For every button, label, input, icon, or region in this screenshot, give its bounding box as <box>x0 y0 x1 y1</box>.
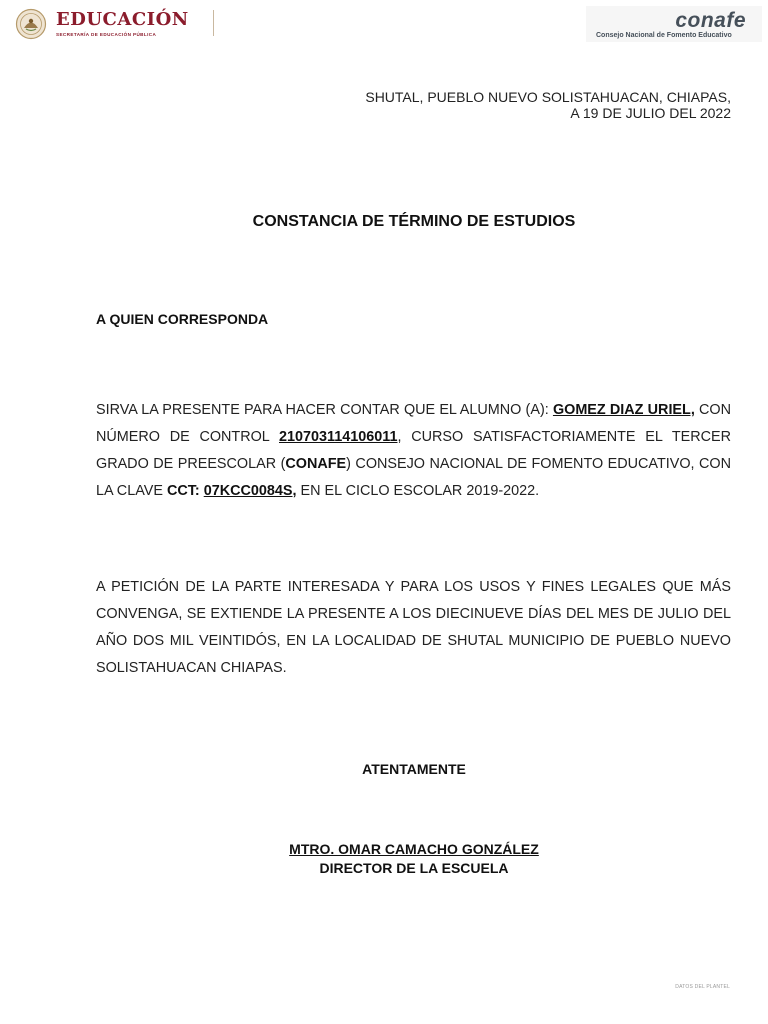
national-emblem-icon <box>12 8 50 40</box>
para1-text-2: CON NÚMERO DE CONTROL <box>96 402 731 445</box>
para1-text-6: EN EL CICLO ESCOLAR 2019-2022. <box>296 483 540 499</box>
conafe-logo <box>586 6 762 42</box>
signature-block <box>0 840 768 878</box>
document-title: CONSTANCIA DE TÉRMINO DE ESTUDIOS <box>252 213 576 230</box>
conafe-subtitle: Consejo Nacional de Fomento Educativo <box>596 32 732 39</box>
place-date <box>365 89 731 121</box>
closing: ATENTAMENTE <box>362 761 466 777</box>
para1-text-4: ) CONSEJO NACIONAL DE FOMENTO EDUCATIVO, CON LA CLAVE <box>96 456 732 499</box>
footer-note: DATOS DEL PLANTEL <box>675 984 730 990</box>
student-name: GOMEZ DIAZ URIEL, <box>552 402 695 418</box>
letterhead <box>0 0 768 48</box>
addressee: A QUIEN CORRESPONDA <box>96 311 269 327</box>
date-line: A 19 DE JULIO DEL 2022 <box>570 105 731 121</box>
header-divider <box>213 10 214 36</box>
para1-text-1: SIRVA LA PRESENTE PARA HACER CONTAR QUE EL ALUMNO (A): <box>96 402 553 418</box>
conafe-acronym: CONAFE <box>285 456 347 472</box>
signer-role: DIRECTOR DE LA ESCUELA <box>319 860 509 876</box>
para1-text-3: , CURSO SATISFACTORIAMENTE EL TERCER GRADO DE PREESCOLAR ( <box>96 429 731 472</box>
sep-subtitle: SECRETARÍA DE EDUCACIÓN PÚBLICA <box>56 32 157 37</box>
signer-name: MTRO. OMAR CAMACHO GONZÁLEZ <box>289 841 539 857</box>
conafe-wordmark: conafe <box>675 9 746 32</box>
sep-wordmark <box>56 11 189 37</box>
certification-paragraph <box>96 397 731 505</box>
cct-value: 07KCC0084S, <box>203 483 297 499</box>
sep-title: EDUCACIÓN <box>56 9 189 30</box>
petition-paragraph: A PETICIÓN DE LA PARTE INTERESADA Y PARA LOS USOS Y FINES LEGALES QUE MÁS CONVENGA, SE EXTIENDE LA PRESENTE A LOS DIECINUEVE DÍAS DEL MES DE JULIO DEL AÑO DOS MIL VEINTIDÓS, EN LA LOCALIDAD DE SHUTAL MUNICIPIO DE PUEBLO NUEVO SOLISTAHUACAN CHIAPAS. <box>96 579 731 676</box>
cct-label: CCT: <box>166 483 200 499</box>
control-number: 210703114106011 <box>279 429 398 445</box>
place-line: SHUTAL, PUEBLO NUEVO SOLISTAHUACAN, CHIAPAS, <box>365 89 731 105</box>
sep-logo <box>12 8 189 40</box>
